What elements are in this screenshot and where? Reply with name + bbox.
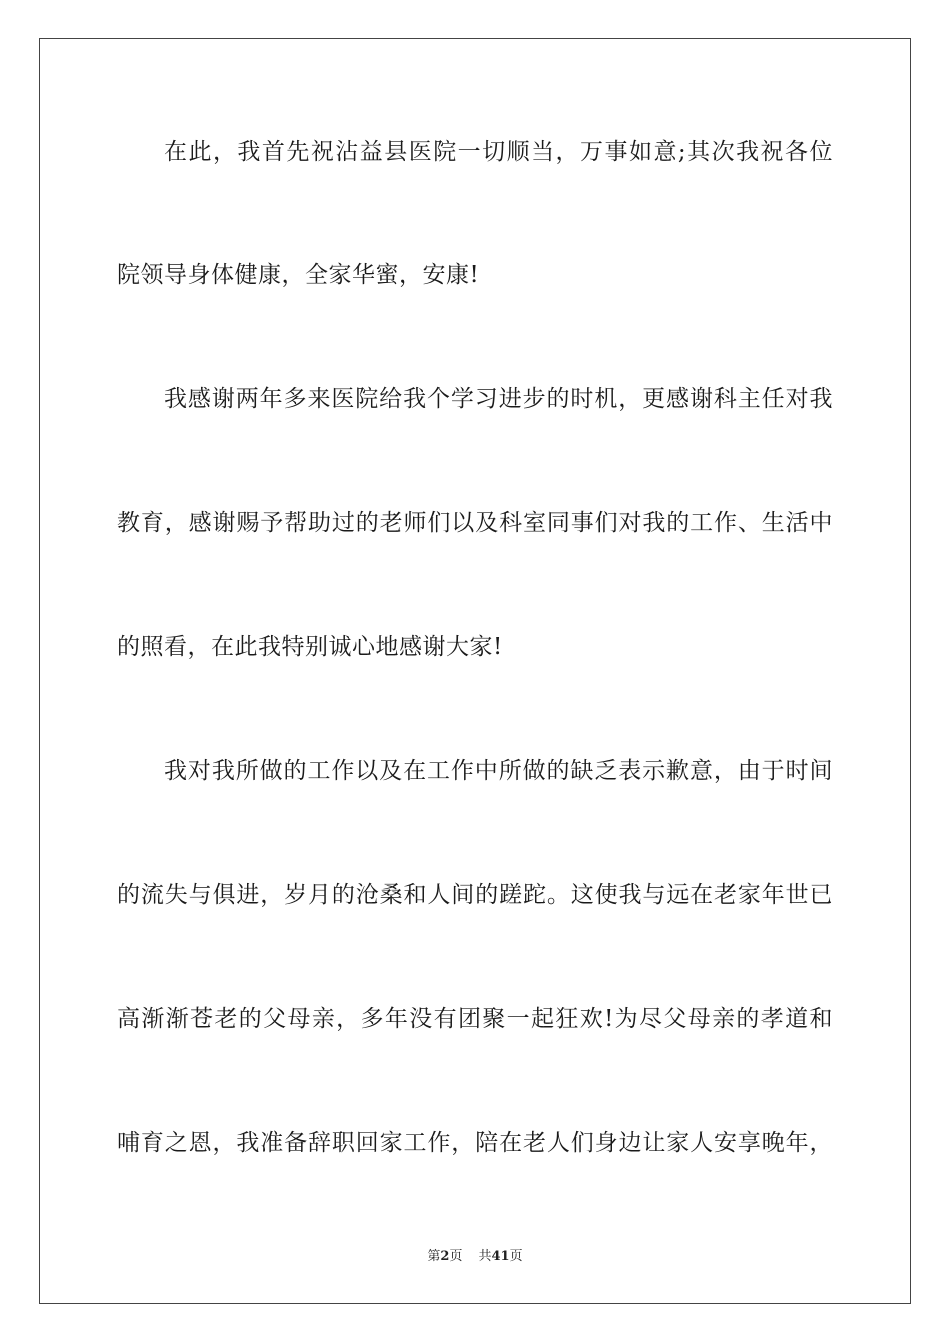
total-prefix: 共 bbox=[478, 1249, 492, 1264]
text-line-8: 高渐渐苍老的父母亲，多年没有团聚一起狂欢!为尽父母亲的孝道和 bbox=[117, 1006, 833, 1032]
text-line-1: 在此，我首先祝沾益县医院一切顺当，万事如意;其次我祝各位 bbox=[164, 139, 833, 165]
current-page-number: 2 bbox=[440, 1249, 450, 1264]
page-prefix: 第 bbox=[427, 1249, 441, 1264]
text-line-7: 的流失与俱进，岁月的沧桑和人间的蹉跎。这使我与远在老家年世已 bbox=[117, 882, 833, 908]
total-page-count: 41 bbox=[491, 1249, 510, 1264]
total-suffix: 页 bbox=[509, 1249, 523, 1264]
text-line-3: 我感谢两年多来医院给我个学习进步的时机，更感谢科主任对我 bbox=[164, 386, 833, 412]
page-border bbox=[39, 38, 911, 1304]
text-line-2: 院领导身体健康，全家华蜜，安康! bbox=[117, 262, 480, 288]
text-line-9: 哺育之恩，我准备辞职回家工作，陪在老人们身边让家人安享晚年， bbox=[117, 1130, 833, 1156]
page-footer bbox=[0, 1245, 950, 1264]
text-line-5: 的照看，在此我特别诚心地感谢大家! bbox=[117, 634, 503, 660]
text-line-6: 我对我所做的工作以及在工作中所做的缺乏表示歉意，由于时间 bbox=[164, 758, 833, 784]
text-line-4: 教育，感谢赐予帮助过的老师们以及科室同事们对我的工作、生活中 bbox=[117, 510, 833, 536]
page-suffix: 页 bbox=[449, 1249, 463, 1264]
